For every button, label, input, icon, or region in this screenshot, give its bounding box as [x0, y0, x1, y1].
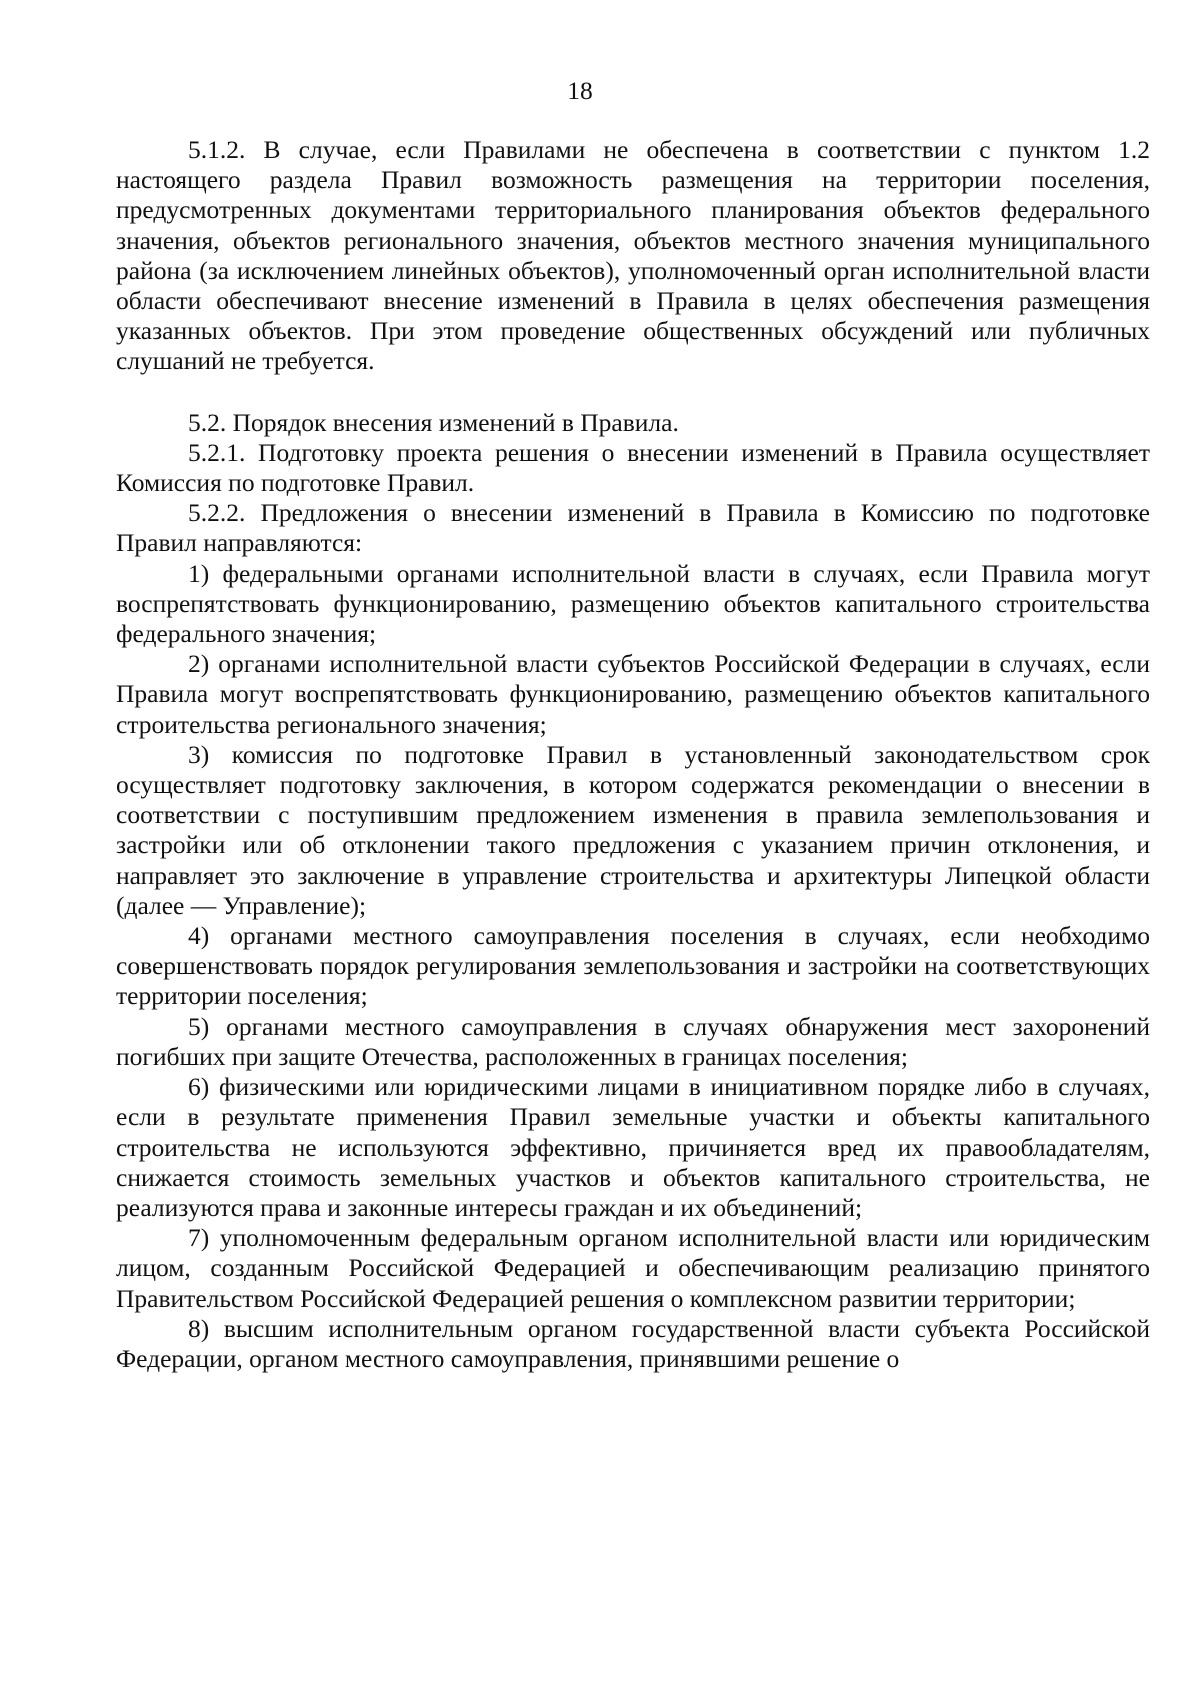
paragraph-5-2-2: 5.2.2. Предложения о внесении изменений в Правила в Комиссию по подготовке Правил направляются:: [116, 498, 1150, 558]
paragraph-5-2-1: 5.2.1. Подготовку проекта решения о внесении изменений в Правила осуществляет Комиссия по подготовке Правил.: [116, 437, 1150, 498]
paragraph-5-1-2: 5.1.2. В случае, если Правилами не обеспечена в соответствии с пунктом 1.2 настоящего раздела Правил возможность размещения на территории поселения, предусмотренных документами территориального планирования объектов федерального значения, объектов регионального значения, объектов местного значения муниципального района (за исключением линейных объектов), уполномоченный орган исполнительной власти области обеспечивают внесение изменений в Правила в целях обеспечения размещения указанных объектов. При этом проведение общественных обсуждений или публичных слушаний не требуется.: [116, 135, 1150, 376]
list-item-8: 8) высшим исполнительным органом государственной власти субъекта Российской Федерации, органом местного самоуправления, принявшими решение о: [116, 1313, 1150, 1373]
list-item-7: 7) уполномоченным федеральным органом исполнительной власти или юридическим лицом, созданным Российской Федерацией и обеспечивающим реализацию принятого Правительством Российской Федерацией решения о комплексном развитии территории;: [116, 1223, 1150, 1313]
list-item-5: 5) органами местного самоуправления в случаях обнаружения мест захоронений погибших при защите Отечества, расположенных в границах поселения;: [116, 1011, 1150, 1071]
paragraph-spacer: [116, 377, 1150, 408]
list-item-4: 4) органами местного самоуправления поселения в случаях, если необходимо совершенствовать порядок регулирования землепользования и застройки на соответствующих территории поселения;: [116, 921, 1150, 1011]
list-item-1: 1) федеральными органами исполнительной власти в случаях, если Правила могут воспрепятствовать функционированию, размещению объектов капитального строительства федерального значения;: [116, 558, 1150, 649]
page-number: 18: [567, 76, 593, 105]
document-body: [116, 135, 1150, 1374]
list-item-6: 6) физическими или юридическими лицами в инициативном порядке либо в случаях, если в результате применения Правил земельные участки и объекты капитального строительства не используются эффективно, причиняется вред их правообладателям, снижается стоимость земельных участков и объектов капитального строительства, не реализуются права и законные интересы граждан и их объединений;: [116, 1072, 1150, 1222]
heading-5-2: 5.2. Порядок внесения изменений в Правила.: [188, 407, 679, 437]
list-item-3: 3) комиссия по подготовке Правил в установленный законодательством срок осуществляет подготовку заключения, в котором содержатся рекомендации о внесении в соответствии с поступившим предложением изменения в правила землепользования и застройки или об отклонении такого предложения с указанием причин отклонения, и направляет это заключение в управление строительства и архитектуры Липецкой области (далее — Управление);: [116, 739, 1150, 920]
list-item-2: 2) органами исполнительной власти субъектов Российской Федерации в случаях, если Правила могут воспрепятствовать функционированию, размещению объектов капитального строительства регионального значения;: [116, 649, 1150, 739]
